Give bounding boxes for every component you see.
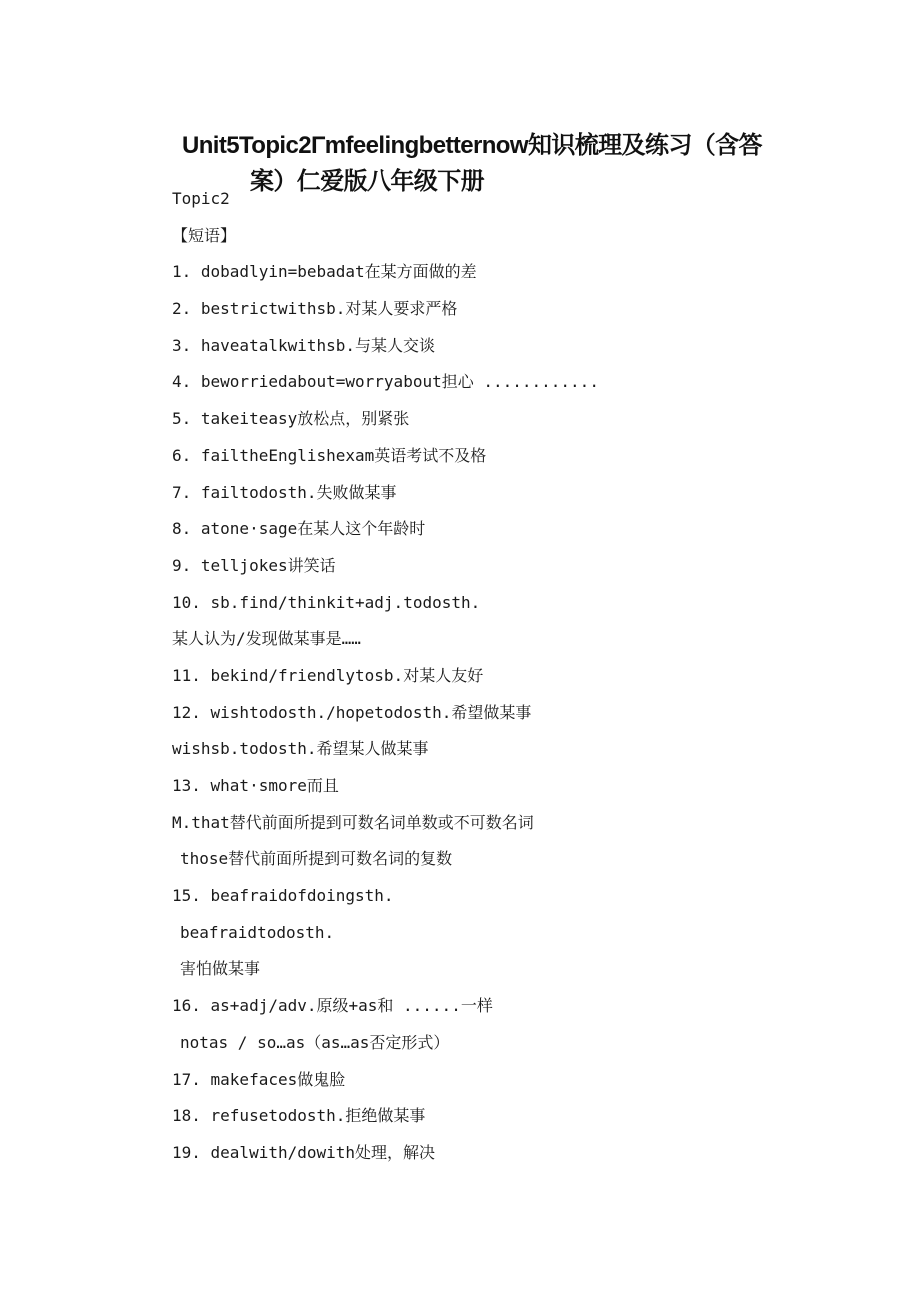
- list-item: 9. telljokes讲笑话: [172, 555, 336, 575]
- list-item: 15. beafraidofdoingsth.: [172, 886, 394, 906]
- list-item: 6. failtheEnglishexam英语考试不及格: [172, 445, 487, 465]
- list-item: 11. bekind/friendlytosb.对某人友好: [172, 665, 484, 685]
- list-item: 13. what·smore而且: [172, 776, 339, 795]
- topic-heading: Topic2: [172, 189, 230, 208]
- list-item: beafraidtodosth.: [180, 922, 335, 942]
- list-item: 3. haveatalkwithsb.与某人交谈: [172, 335, 436, 355]
- list-item: 5. takeiteasy放松点，别紧张: [172, 409, 410, 429]
- list-item: 7. failtodosth.失败做某事: [172, 482, 397, 502]
- section-heading: 【短语】: [172, 225, 237, 245]
- title-line-1: Unit5Topic2Γmfeelingbetternow知识梳理及练习（含答: [182, 132, 762, 160]
- title-line-2: 案）仁爱版八年级下册: [250, 168, 484, 196]
- list-item: 2. bestrictwithsb.对某人要求严格: [172, 299, 458, 319]
- list-item: 某人认为/发现做某事是……: [172, 629, 361, 649]
- list-item: 4. beworriedabout=worryabout担心 ............: [172, 372, 599, 392]
- list-item: 19. dealwith/dowith处理，解决: [172, 1142, 436, 1162]
- list-item: those替代前面所提到可数名词的复数: [180, 849, 453, 869]
- list-item: 8. atone·sage在某人这个年龄时: [172, 519, 426, 539]
- list-item: 1. dobadlyin=bebadat在某方面做的差: [172, 262, 477, 282]
- list-item: 10. sb.find/thinkit+adj.todosth.: [172, 592, 481, 612]
- list-item: 18. refusetodosth.拒绝做某事: [172, 1106, 426, 1126]
- list-item: 17. makefaces做鬼脸: [172, 1069, 346, 1089]
- phrase-list: [172, 186, 872, 1177]
- list-item: M.that替代前面所提到可数名词单数或不可数名词: [172, 812, 534, 832]
- list-item: 害怕做某事: [180, 959, 261, 979]
- list-item: 12. wishtodosth./hopetodosth.希望做某事: [172, 702, 532, 722]
- list-item: notas / so…as（as…as否定形式）: [180, 1032, 450, 1052]
- list-item: 16. as+adj/adv.原级+as和 ......一样: [172, 996, 493, 1016]
- list-item: wishsb.todosth.希望某人做某事: [172, 739, 429, 759]
